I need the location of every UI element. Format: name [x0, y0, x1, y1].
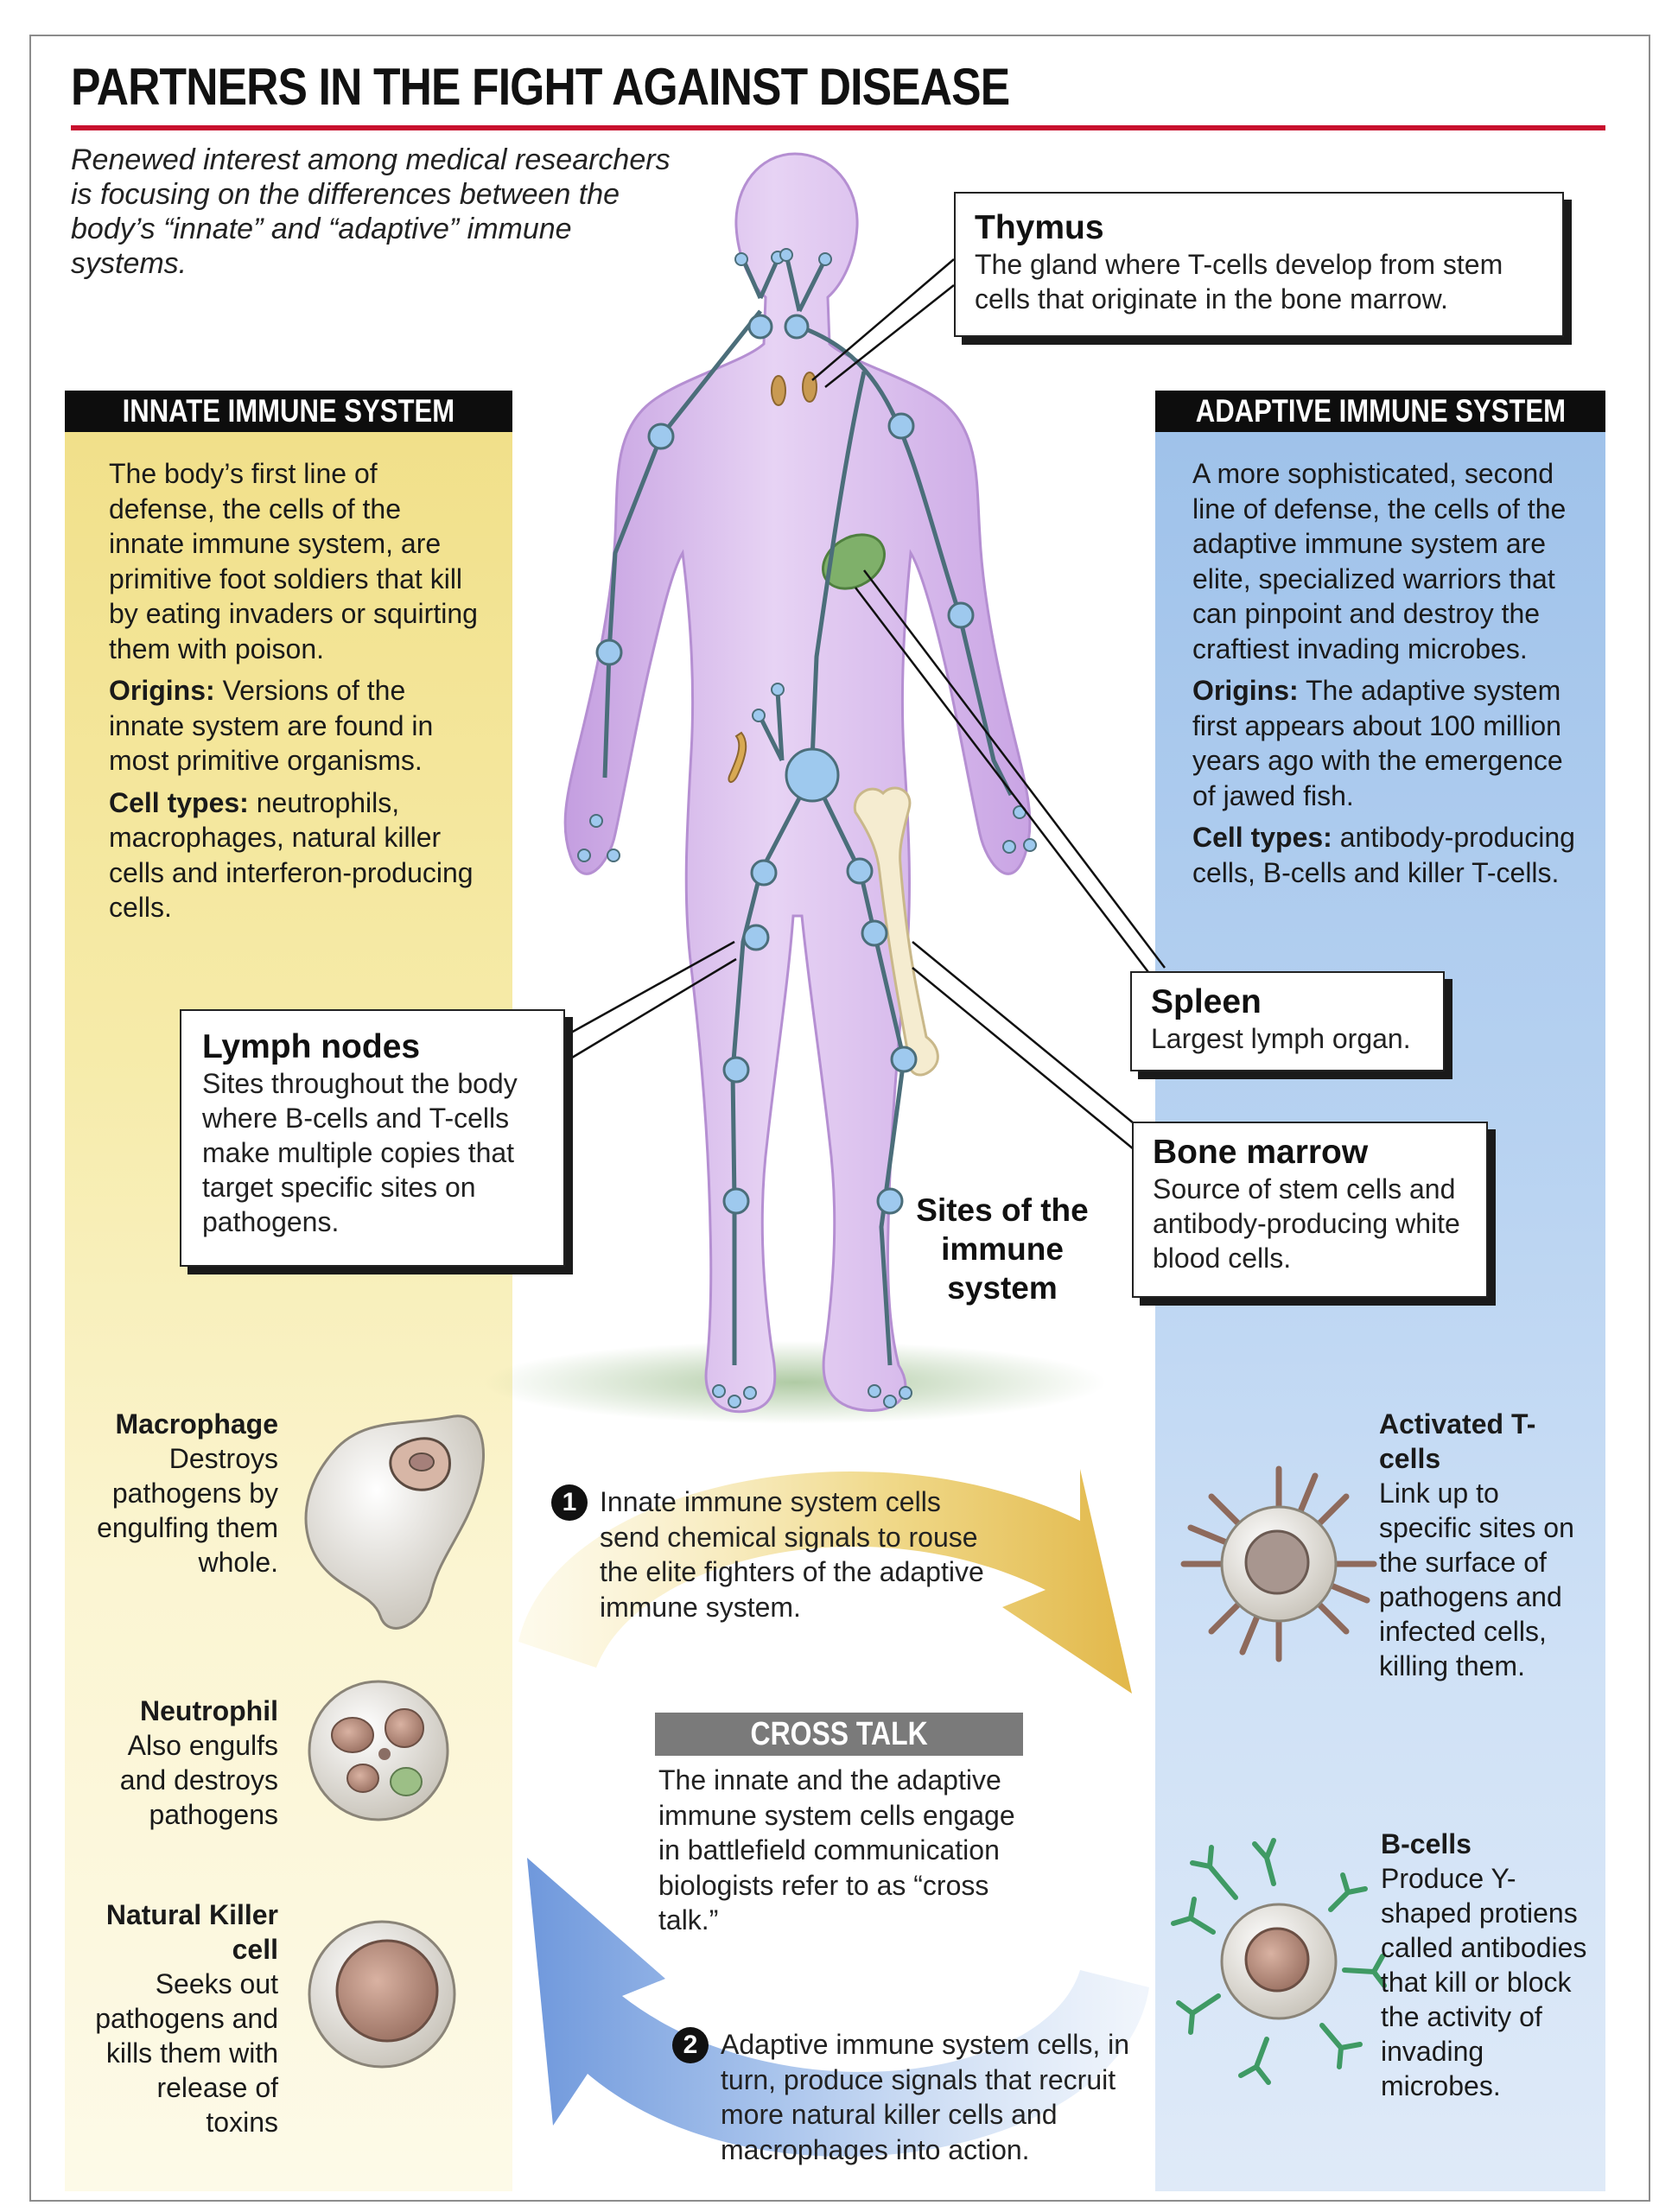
bone-marrow-leader [912, 942, 1134, 1149]
lymph-nodes-body: Sites throughout the body where B-cells and T-cells make multiple copies that target specific sites on pathogens. [202, 1068, 518, 1237]
lymph-node [848, 859, 872, 883]
thymus-body: The gland where T-cells develop from stem cells that originate in the bone marrow. [975, 249, 1503, 315]
step-1-text: Innate immune system cells send chemical signals to rouse the elite fighters of the adaptive immune system. [600, 1486, 984, 1623]
ground-shadow [484, 1341, 1106, 1424]
lymph-node [878, 1189, 902, 1213]
lymph-node [862, 921, 887, 945]
thymus-callout [954, 192, 1564, 337]
innate-description: The body’s first line of defense, the cells of the innate immune system, are primitive foot soldiers that kill by eating invaders or squirting them with poison. [109, 458, 478, 664]
t-cell-image [1184, 1469, 1374, 1659]
adaptive-cell-types: Cell types: antibody-producing cells, B-cells and killer T-cells. [1192, 822, 1575, 888]
thymus-title: Thymus [975, 209, 1104, 246]
natural-killer-label: Natural Killer cell Seeks out pathogens and kills them with release of toxins [95, 1899, 278, 2138]
natural-killer-cell-image [309, 1922, 454, 2067]
macrophage-cell-image [306, 1416, 483, 1629]
sites-label: Sites of the immune system [916, 1192, 1089, 1306]
adaptive-description: A more sophisticated, second line of defense, the cells of the adaptive immune system are elite, specialized warriors that can pinpoint and destroy the craftiest invading microbes. [1192, 458, 1567, 664]
spleen-callout [1130, 971, 1445, 1071]
adaptive-origins: Origins: The adaptive system first appears about 100 million years ago with the emergence of jawed fish. [1192, 675, 1563, 811]
cross-talk-banner: CROSS TALK [655, 1713, 1023, 1756]
spleen-title: Spleen [1151, 983, 1262, 1020]
spleen-body: Largest lymph organ. [1151, 1023, 1411, 1054]
bone-marrow-callout [1132, 1122, 1488, 1298]
bone-marrow-body: Source of stem cells and antibody-producing white blood cells. [1153, 1173, 1460, 1274]
adaptive-text [1192, 456, 1577, 897]
lymph-node [724, 1189, 748, 1213]
lymph-node [889, 414, 913, 438]
lymph-node [744, 925, 768, 950]
neutrophil-cell-image [309, 1681, 448, 1820]
lymph-node [749, 315, 772, 338]
lymph-node [786, 749, 838, 801]
step-1-badge: 1 [551, 1484, 588, 1521]
lymph-node [785, 315, 808, 338]
lymph-nodes-callout [180, 1009, 565, 1267]
bone-marrow-title: Bone marrow [1153, 1134, 1369, 1171]
step-2-text: Adaptive immune system cells, in turn, produce signals that recruit more natural killer cells and macrophages into action. [721, 2029, 1130, 2165]
neutrophil-label: Neutrophil Also engulfs and destroys pathogens [119, 1695, 278, 1830]
b-cell-image [1173, 1840, 1384, 2082]
innate-text [109, 456, 480, 932]
lymph-node [649, 424, 673, 448]
lymph-node [892, 1047, 916, 1071]
innate-origins: Origins: Versions of the innate system are found in most primitive organisms. [109, 675, 434, 776]
intro-text: Renewed interest among medical researchers is focusing on the differences between the body’s “innate” and “adaptive” immune systems. [71, 143, 671, 280]
step-2-badge: 2 [672, 2027, 709, 2063]
lymph-nodes-title: Lymph nodes [202, 1028, 421, 1065]
page-title: PARTNERS IN THE FIGHT AGAINST DISEASE [71, 58, 1010, 116]
lymph-node [597, 640, 621, 664]
cross-talk-body: The innate and the adaptive immune system cells engage in battlefield communication biologists refer to as “cross talk.” [658, 1764, 1015, 1936]
lymph-node [724, 1058, 748, 1082]
adaptive-banner: ADAPTIVE IMMUNE SYSTEM [1155, 391, 1605, 432]
b-cells-label: B-cells Produce Y-shaped protiens called antibodies that kill or block the activity of invading microbes. [1381, 1828, 1587, 2101]
innate-cell-types: Cell types: neutrophils, macrophages, natural killer cells and interferon-producing cells. [109, 786, 474, 923]
lymph-node [949, 603, 973, 627]
innate-banner: INNATE IMMUNE SYSTEM [65, 391, 512, 432]
title-rule [71, 125, 1605, 130]
t-cells-label: Activated T-cells Link up to specific sites on the surface of pathogens and infected cells, killing them. [1379, 1408, 1574, 1681]
macrophage-label: Macrophage Destroys pathogens by engulfing them whole. [97, 1408, 278, 1578]
lymph-node [752, 861, 776, 885]
